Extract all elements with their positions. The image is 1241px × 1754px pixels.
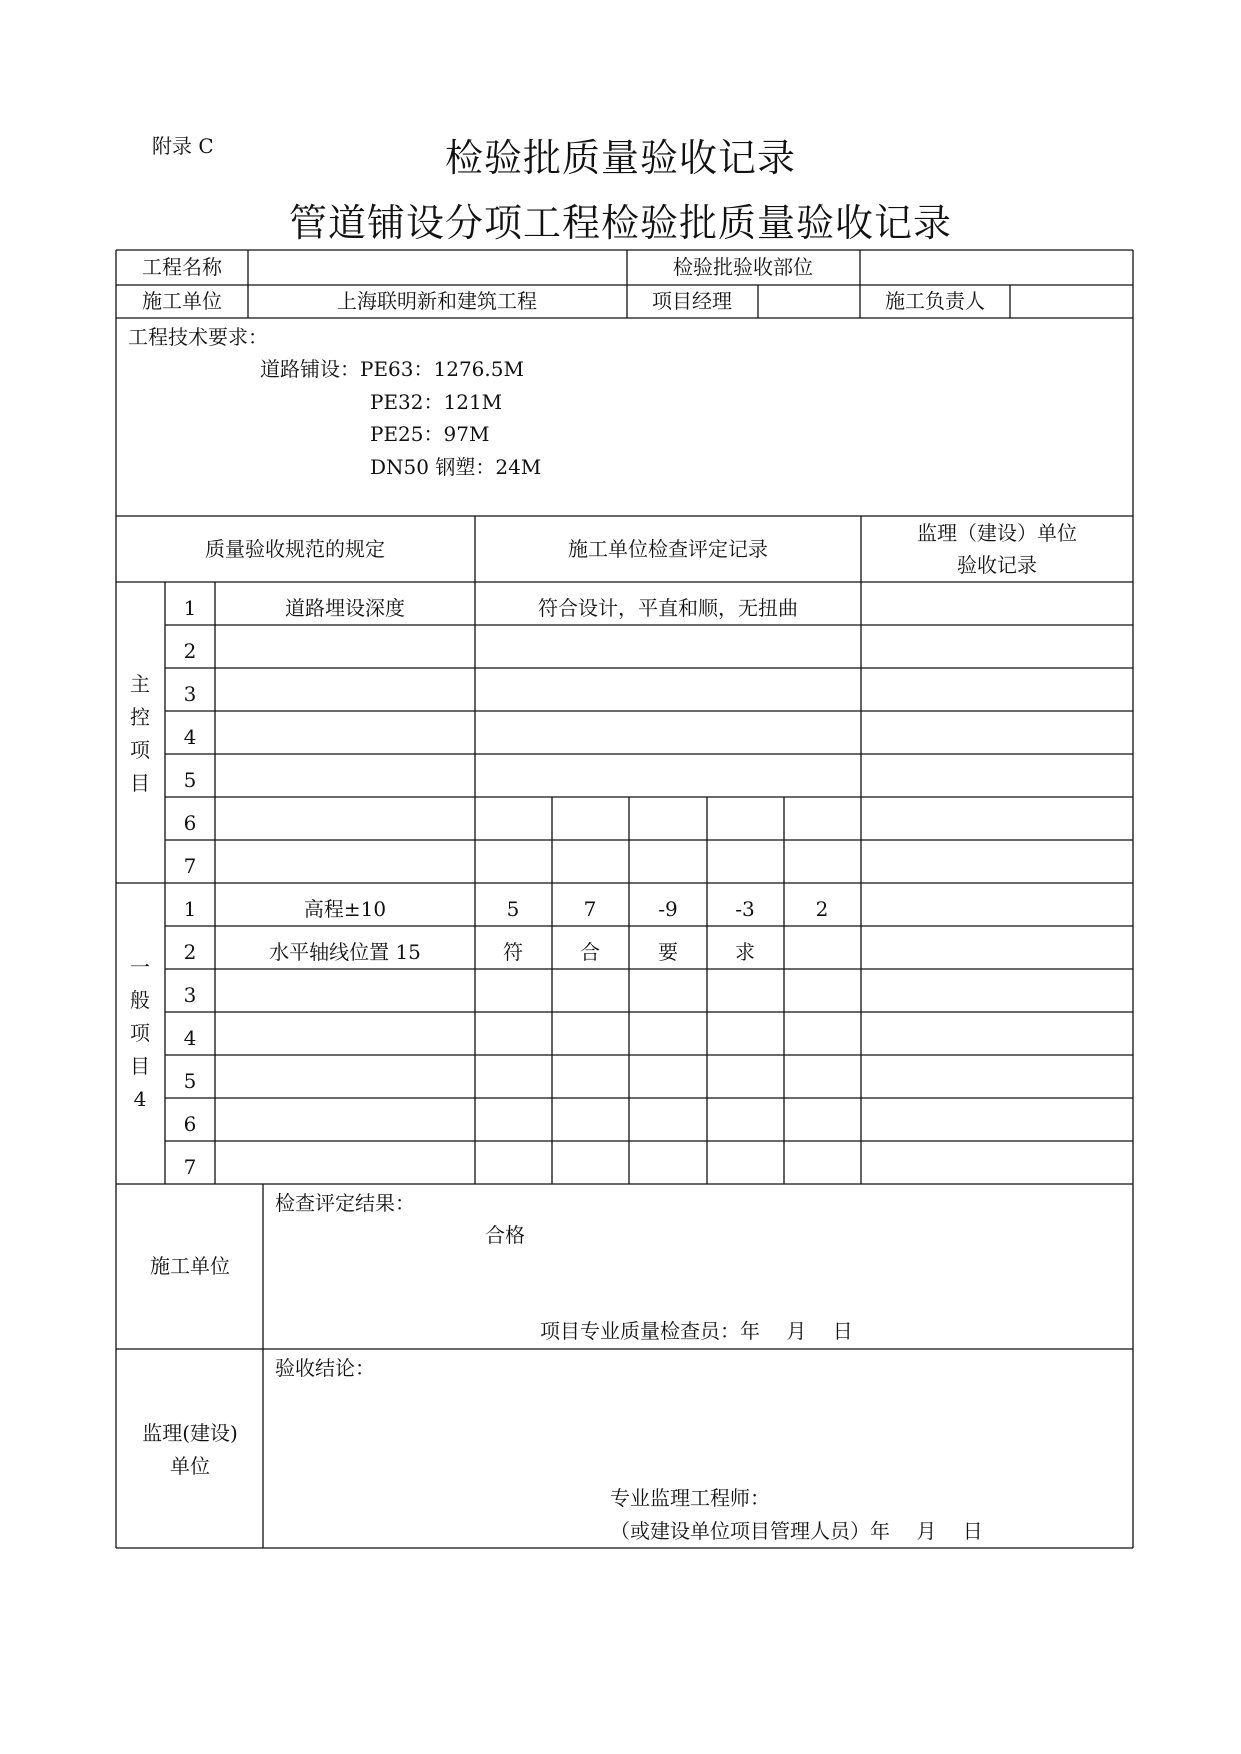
main-item-number: 7 <box>183 854 197 878</box>
conclusion-label: 验收结论： <box>275 1356 375 1380</box>
main-item-number: 3 <box>183 682 197 706</box>
measurement-cell[interactable]: -9 <box>658 897 678 921</box>
tech-requirement-line: 道路铺设：PE63：1276.5M <box>260 357 524 381</box>
page-subtitle: 管道铺设分项工程检验批质量验收记录 <box>288 201 952 245</box>
main-item-name: 道路埋设深度 <box>285 596 405 620</box>
measurement-cell[interactable]: 5 <box>506 897 520 921</box>
general-item-number: 3 <box>183 983 197 1007</box>
main-items-label: 目 <box>130 771 150 795</box>
main-items-label: 主 <box>130 672 150 696</box>
supervision-date-line: （或建设单位项目管理人员）年 月 日 <box>610 1519 983 1543</box>
result-value[interactable]: 合格 <box>485 1223 525 1247</box>
supervising-engineer-signature: 专业监理工程师： <box>610 1486 770 1510</box>
appendix-label: 附录 C <box>152 134 214 158</box>
page-title: 检验批质量验收记录 <box>444 136 796 180</box>
supervision-section-label: 监理(建设) <box>142 1421 238 1445</box>
column-header-supervision: 监理（建设）单位 <box>917 521 1077 545</box>
construction-unit-value[interactable]: 上海联明新和建筑工程 <box>337 289 537 313</box>
general-items-label: 项 <box>130 1021 150 1045</box>
general-items-label: 目 <box>130 1054 150 1078</box>
result-label: 检查评定结果： <box>275 1191 415 1215</box>
construction-unit-label: 施工单位 <box>142 289 222 313</box>
measurement-cell[interactable]: 7 <box>583 897 597 921</box>
main-item-record[interactable]: 符合设计，平直和顺，无扭曲 <box>538 596 798 620</box>
inspection-part-label: 检验批验收部位 <box>673 255 813 279</box>
main-item-number: 5 <box>183 768 197 792</box>
project-name-label: 工程名称 <box>142 255 222 279</box>
measurement-cell[interactable]: 符 <box>503 940 523 964</box>
measurement-cell[interactable]: 2 <box>815 897 829 921</box>
construction-lead-label: 施工负责人 <box>885 289 985 313</box>
general-item-number: 1 <box>183 897 197 921</box>
tech-requirement-line: DN50 钢塑：24M <box>370 455 542 479</box>
general-items-label: 4 <box>133 1087 147 1111</box>
tech-requirement-line: PE25：97M <box>370 422 490 446</box>
column-header-spec: 质量验收规范的规定 <box>205 537 385 561</box>
main-item-number: 1 <box>183 596 197 620</box>
column-header-supervision: 验收记录 <box>957 553 1037 577</box>
tech-requirements-label: 工程技术要求： <box>128 325 268 349</box>
main-item-number: 2 <box>183 639 197 663</box>
general-item-number: 5 <box>183 1069 197 1093</box>
general-item-name: 水平轴线位置 15 <box>269 940 421 964</box>
general-items-label: 般 <box>130 988 150 1012</box>
quality-inspector-signature: 项目专业质量检查员：年 月 日 <box>540 1319 853 1343</box>
measurement-cell[interactable]: 要 <box>658 940 678 964</box>
general-item-number: 4 <box>183 1026 197 1050</box>
measurement-cell[interactable]: 求 <box>735 940 755 964</box>
main-items-label: 控 <box>130 705 150 729</box>
column-header-record: 施工单位检查评定记录 <box>568 537 768 561</box>
measurement-cell[interactable]: -3 <box>735 897 755 921</box>
supervision-section-label: 单位 <box>170 1454 210 1478</box>
measurement-cell[interactable]: 合 <box>580 940 600 964</box>
general-item-number: 2 <box>183 940 197 964</box>
general-item-number: 6 <box>183 1112 197 1136</box>
main-item-number: 4 <box>183 725 197 749</box>
construction-section-label: 施工单位 <box>150 1254 230 1278</box>
tech-requirement-line: PE32：121M <box>370 390 503 414</box>
general-items-label: 一 <box>130 955 150 979</box>
main-items-label: 项 <box>130 738 150 762</box>
project-manager-label: 项目经理 <box>652 289 732 313</box>
general-item-number: 7 <box>183 1155 197 1179</box>
general-item-name: 高程±10 <box>303 897 387 921</box>
main-item-number: 6 <box>183 811 197 835</box>
